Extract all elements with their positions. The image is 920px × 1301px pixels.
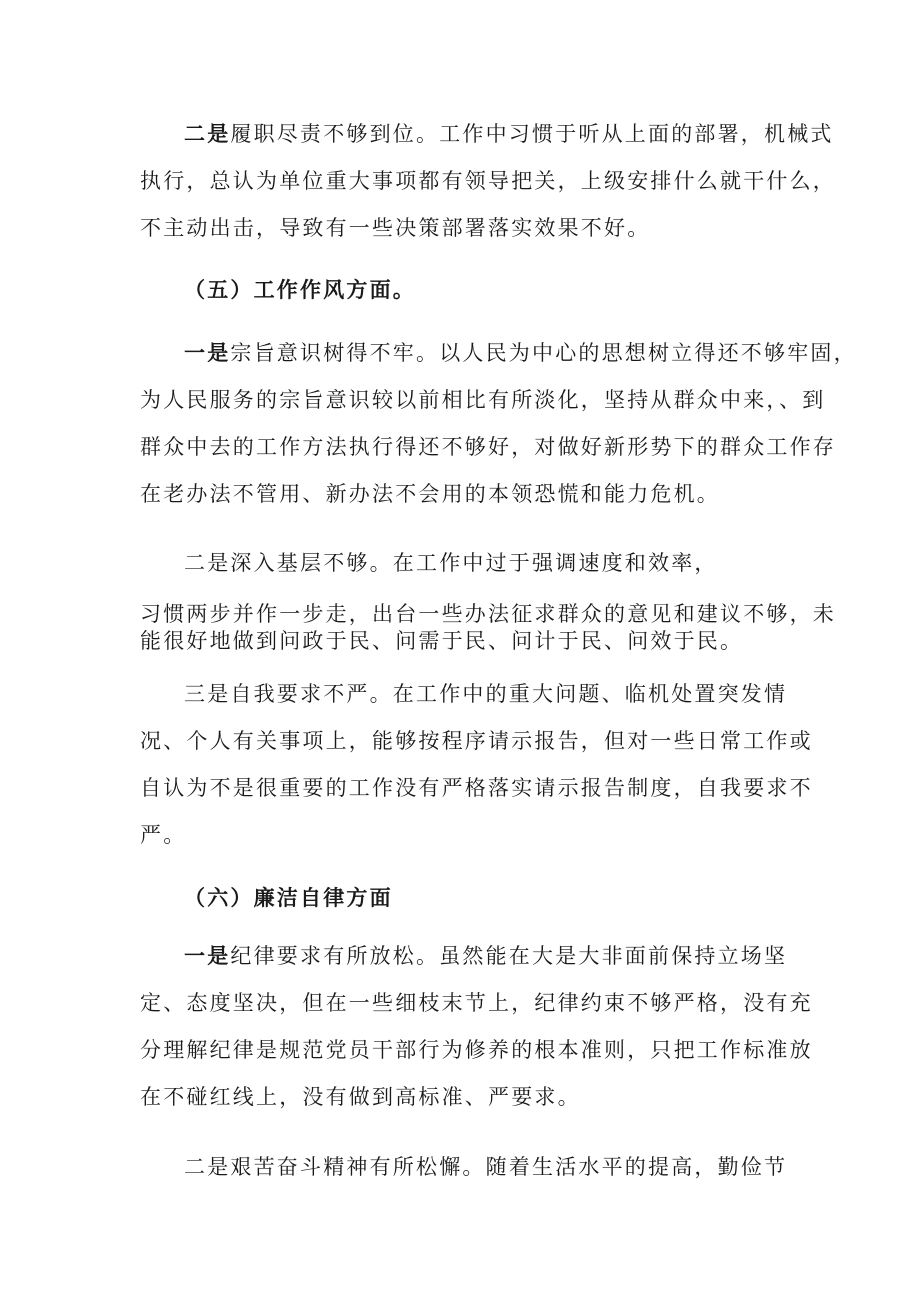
- paragraph-line: 定、态度坚决，但在一些细枝末节上，纪律约束不够严格，没有充: [140, 991, 813, 1015]
- paragraph-line: 况、个人有关事项上，能够按程序请示报告，但对一些日常工作或: [140, 729, 813, 753]
- paragraph-lead: 一是: [184, 943, 231, 968]
- paragraph-lead: 二是: [184, 121, 231, 146]
- paragraph-line: 群众中去的工作方法执行得还不够好，对做好新形势下的群众工作存: [140, 435, 836, 459]
- paragraph-line: 分理解纪律是规范党员干部行为修养的根本准则，只把工作标准放: [140, 1038, 813, 1062]
- paragraph-line: 三是自我要求不严。在工作中的重大问题、临机处置突发情: [184, 682, 788, 706]
- section-heading: （六）廉洁自律方面: [184, 885, 393, 910]
- paragraph-line: 为人民服务的宗旨意识较以前相比有所淡化，坚持从群众中来，、到: [140, 388, 826, 412]
- paragraph-line: [184, 942, 787, 970]
- paragraph-lead: 一是: [184, 340, 231, 365]
- paragraph-text: 纪律要求有所放松。虽然能在大是大非面前保持立场坚: [230, 944, 788, 968]
- paragraph-line: 不主动出击，导致有一些决策部署落实效果不好。: [140, 216, 651, 240]
- paragraph-line: 在不碰红线上，没有做到高标准、严要求。: [140, 1085, 581, 1109]
- paragraph-line: 能很好地做到问政于民、问需于民、问计于民、问效于民。: [140, 629, 744, 653]
- paragraph-line: [184, 339, 857, 367]
- paragraph-text: 履职尽责不够到位。工作中习惯于听从上面的部署，机械式: [230, 122, 834, 146]
- paragraph-line: 在老办法不管用、新办法不会用的本领恐慌和能力危机。: [140, 482, 720, 506]
- paragraph-line: 执行，总认为单位重大事项都有领导把关，上级安排什么就干什么，: [140, 169, 836, 193]
- paragraph-line: 二是艰苦奋斗精神有所松懈。随着生活水平的提高，勤俭节: [184, 1155, 788, 1179]
- paragraph-line: 自认为不是很重要的工作没有严格落实请示报告制度，自我要求不: [140, 776, 813, 800]
- section-heading: （五）工作作风方面。: [184, 277, 416, 302]
- paragraph-line: 习惯两步并作一步走，出台一些办法征求群众的意见和建议不够，未: [140, 602, 836, 626]
- paragraph-line: 二是深入基层不够。在工作中过于强调速度和效率，: [184, 551, 718, 575]
- paragraph-text: 宗旨意识树得不牢。以人民为中心的思想树立得还不够牢固，: [230, 341, 857, 365]
- paragraph-line: [184, 120, 834, 148]
- paragraph-line: 严。: [140, 823, 187, 847]
